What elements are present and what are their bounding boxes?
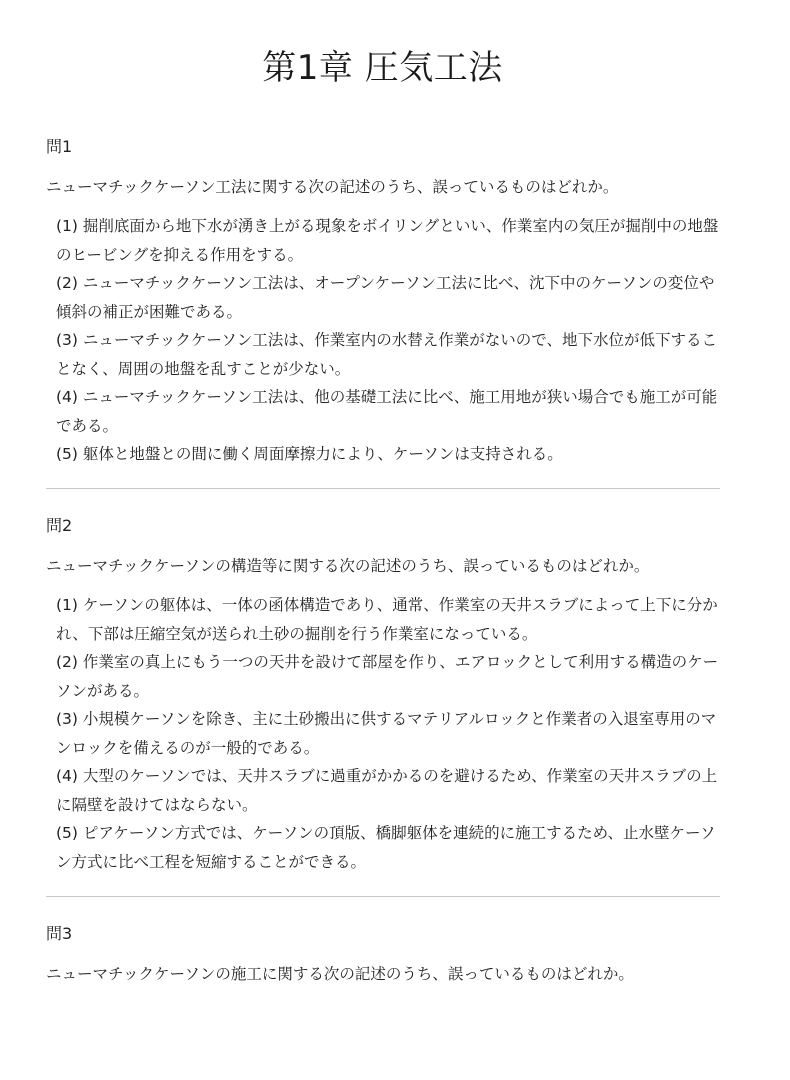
option-list — [46, 212, 720, 469]
question-number: 問1 — [46, 137, 73, 156]
option-list — [46, 591, 720, 876]
option-item: (3) 小規模ケーソンを除き、主に土砂搬出に供するマテリアルロックと作業者の入退室専用のマンロックを備えるのが一般的である。 — [56, 710, 717, 757]
option-item: (5) ピアケーソン方式では、ケーソンの頂版、橋脚躯体を連続的に施工するため、止水壁ケーソン方式に比べ工程を短縮することができる。 — [56, 824, 716, 871]
question-number: 問2 — [46, 516, 73, 535]
question-number: 問3 — [46, 924, 73, 943]
option-item: (3) ニューマチックケーソン工法は、作業室内の水替え作業がないので、地下水位が低下することなく、周囲の地盤を乱すことが少ない。 — [56, 331, 717, 378]
option-item: (4) ニューマチックケーソン工法は、他の基礎工法に比べ、施工用地が狭い場合でも施工が可能である。 — [56, 388, 718, 435]
option-item: (2) ニューマチックケーソン工法は、オープンケーソン工法に比べ、沈下中のケーソンの変位や傾斜の補正が困難である。 — [56, 274, 715, 321]
option-item: (1) 掘削底面から地下水が湧き上がる現象をボイリングといい、作業室内の気圧が掘削中の地盤のヒービングを抑える作用をする。 — [56, 217, 719, 264]
question-3 — [46, 923, 720, 985]
question-2 — [46, 515, 720, 876]
chapter-title: 第1章 圧気工法 — [262, 48, 503, 88]
question-stem: ニューマチックケーソンの構造等に関する次の記述のうち、誤っているものはどれか。 — [46, 557, 650, 575]
section-divider — [46, 488, 720, 489]
option-item: (5) 躯体と地盤との間に働く周面摩擦力により、ケーソンは支持される。 — [56, 445, 563, 463]
option-item: (4) 大型のケーソンでは、天井スラブに過重がかかるのを避けるため、作業室の天井スラブの上に隔壁を設けてはならない。 — [56, 767, 718, 814]
option-item: (2) 作業室の真上にもう一つの天井を設けて部屋を作り、エアロックとして利用する構造のケーソンがある。 — [56, 653, 719, 700]
section-divider — [46, 896, 720, 897]
question-stem: ニューマチックケーソンの施工に関する次の記述のうち、誤っているものはどれか。 — [46, 965, 634, 983]
question-stem: ニューマチックケーソン工法に関する次の記述のうち、誤っているものはどれか。 — [46, 178, 619, 196]
option-item: (1) ケーソンの躯体は、一体の函体構造であり、通常、作業室の天井スラブによって上下に分かれ、下部は圧縮空気が送られ土砂の掘削を行う作業室になっている。 — [56, 596, 718, 643]
question-1 — [46, 136, 720, 469]
